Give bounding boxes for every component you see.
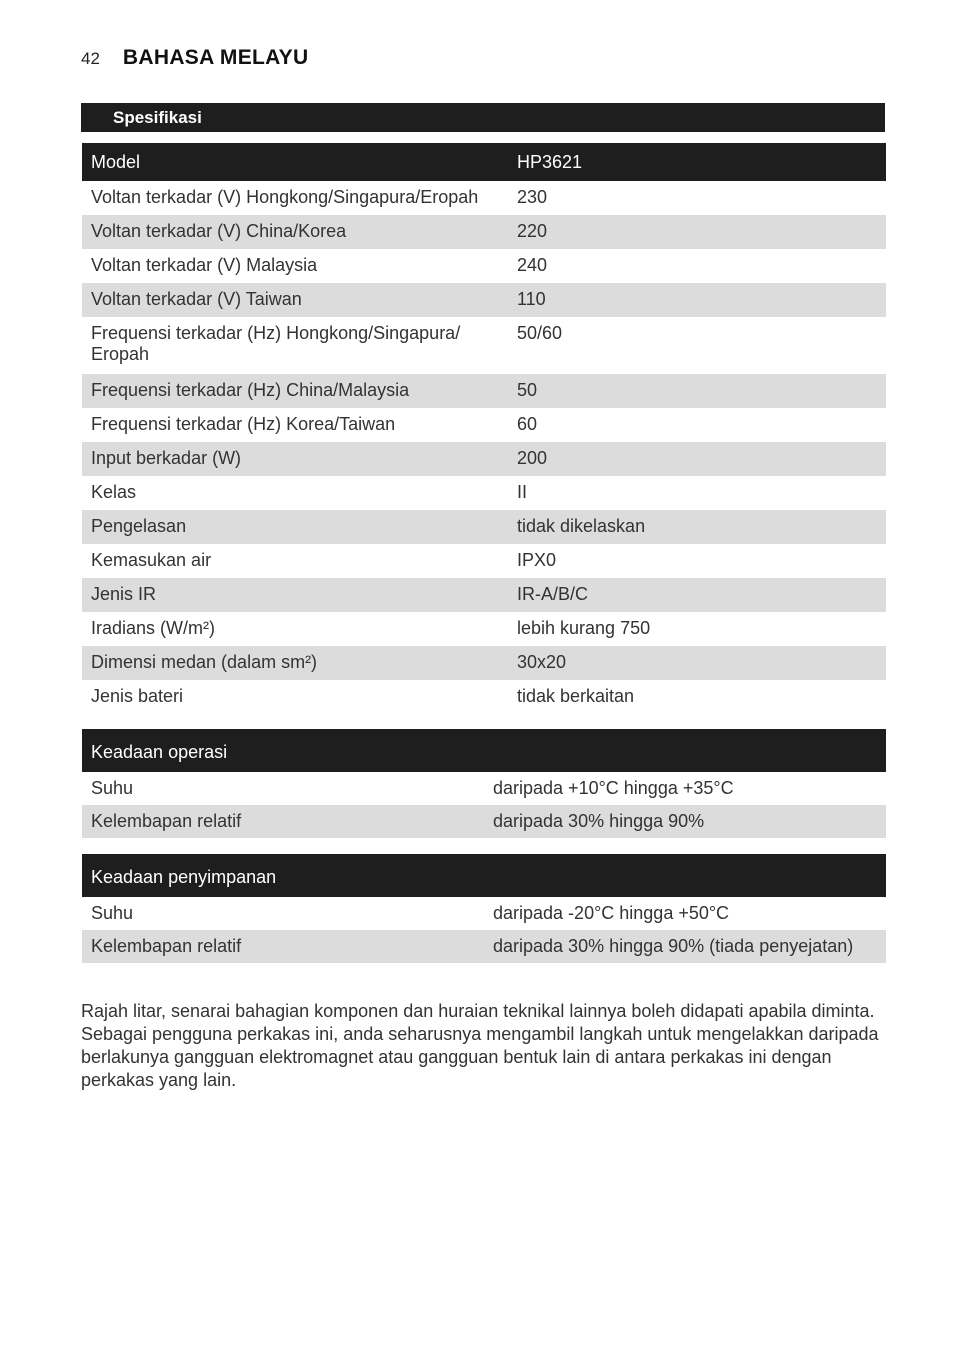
spec-value: 200: [508, 442, 886, 476]
table-header-row: [82, 729, 886, 772]
storage-conditions-table: [82, 854, 886, 963]
spec-label: Voltan terkadar (V) Hongkong/Singapura/Eropah: [91, 187, 479, 207]
page-header: [81, 46, 308, 76]
spec-label: Kelas: [91, 482, 137, 502]
condition-value: daripada -20°C hingga +50°C: [493, 903, 730, 923]
table-row: [82, 215, 886, 249]
spec-label: Pengelasan: [82, 510, 508, 544]
table-row: [82, 317, 886, 374]
condition-value: daripada +10°C hingga +35°C: [493, 778, 734, 798]
table-row: [82, 578, 886, 612]
spec-value: tidak berkaitan: [517, 686, 635, 706]
table-row: [82, 772, 886, 805]
spec-label: Voltan terkadar (V) Malaysia: [91, 255, 318, 275]
spec-label: Frequensi terkadar (Hz) Hongkong/Singapura/ Eropah: [91, 323, 461, 364]
table-header-row: [82, 854, 886, 897]
operating-conditions-table: [82, 729, 886, 838]
spec-label: Input berkadar (W): [82, 442, 508, 476]
spec-value: 50: [508, 374, 886, 408]
spec-label: Frequensi terkadar (Hz) China/Malaysia: [82, 374, 508, 408]
table-row: [82, 283, 886, 317]
spec-label: Frequensi terkadar (Hz) Korea/Taiwan: [91, 414, 396, 434]
table-row: [82, 805, 886, 838]
model-value-header: HP3621: [508, 143, 886, 181]
table-row: [82, 897, 886, 930]
language-title: BAHASA MELAYU: [122, 46, 309, 69]
spec-value: 110: [508, 283, 886, 317]
spec-value: IPX0: [517, 550, 557, 570]
technical-note-paragraph: Rajah litar, senarai bahagian komponen dan huraian teknikal lainnya boleh didapati apabila diminta. Sebagai pengguna perkakas ini, anda seharusnya mengambil langkah untuk mengelakkan daripada berlakunya gangguan elektromagnet atau gangguan bentuk lain di antara perkakas ini dengan perkakas yang lain.: [81, 1001, 879, 1090]
condition-value: daripada 30% hingga 90% (tiada penyejatan): [484, 930, 886, 963]
table-header-row: [82, 143, 886, 181]
table-row: [82, 476, 886, 510]
model-header: Model: [82, 143, 508, 181]
spec-value: 50/60: [517, 323, 563, 343]
table-row: [82, 181, 886, 215]
spec-value: lebih kurang 750: [517, 618, 651, 638]
table-row: [82, 544, 886, 578]
spec-value: 240: [517, 255, 548, 275]
specification-table: [82, 143, 886, 720]
condition-label: Suhu: [91, 903, 134, 923]
condition-label: Suhu: [91, 778, 134, 798]
spec-value: tidak dikelaskan: [508, 510, 886, 544]
table-row: [82, 442, 886, 476]
table-row: [82, 249, 886, 283]
condition-label: Kelembapan relatif: [82, 805, 484, 838]
page-number: 42: [81, 49, 100, 68]
spec-value: 30x20: [508, 646, 886, 680]
section-title: Spesifikasi: [113, 108, 202, 127]
spec-label: Jenis bateri: [91, 686, 184, 706]
spec-value: 230: [517, 187, 548, 207]
spec-label: Voltan terkadar (V) China/Korea: [82, 215, 508, 249]
table-row: [82, 680, 886, 720]
spec-label: Dimensi medan (dalam sm²): [82, 646, 508, 680]
section-title-bar: [81, 103, 885, 132]
table-row: [82, 612, 886, 646]
spec-label: Kemasukan air: [91, 550, 212, 570]
storage-conditions-title: Keadaan penyimpanan: [82, 854, 886, 897]
spec-value: II: [517, 482, 528, 502]
spec-value: 220: [508, 215, 886, 249]
table-row: [82, 646, 886, 680]
table-row: [82, 930, 886, 963]
spec-label: Jenis IR: [82, 578, 508, 612]
table-row: [82, 374, 886, 408]
spec-value: 60: [517, 414, 538, 434]
spec-value: IR-A/B/C: [508, 578, 886, 612]
spec-label: Iradians (W/m²): [91, 618, 216, 638]
spec-label: Voltan terkadar (V) Taiwan: [82, 283, 508, 317]
condition-label: Kelembapan relatif: [82, 930, 484, 963]
table-row: [82, 510, 886, 544]
operating-conditions-title: Keadaan operasi: [82, 729, 886, 772]
condition-value: daripada 30% hingga 90%: [484, 805, 886, 838]
table-row: [82, 408, 886, 442]
